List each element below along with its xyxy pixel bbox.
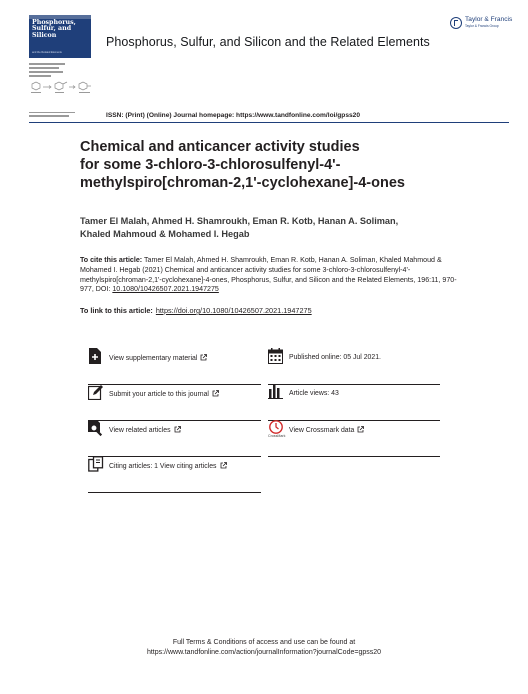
cover-metadata-lines <box>29 63 69 79</box>
taylor-francis-logo-icon <box>450 17 462 29</box>
view-crossmark-data-link[interactable]: CrossMark View Crossmark data <box>268 420 440 457</box>
submit-article-link[interactable]: Submit your article to this journal <box>88 384 261 421</box>
pencil-icon <box>88 384 103 400</box>
publisher-group: Taylor & Francis Group <box>465 24 499 28</box>
supplementary-material-link[interactable]: View supplementary material <box>88 348 261 385</box>
external-link-icon <box>220 462 227 469</box>
footer-terms-text: Full Terms & Conditions of access and use can be found at <box>172 639 356 646</box>
crossmark-icon <box>268 420 286 438</box>
external-link-icon <box>174 426 181 433</box>
publisher-logo[interactable] <box>450 16 516 32</box>
citation-text: Tamer El Malah, Ahmed H. Shamroukh, Eman R. Kotb, Hanan A. Soliman, Khaled Mahmoud & Mohamed I. Hegab (2021) Chemical and anticancer activity studies for some 3-chloro-3-chlorosulfenyl-4'-methylspiro[chroman-2,1'-cyclohexane]-4-ones, Phosphorus, Sulfur, and Silicon and the Related Elements, 196:11, 970-977, DOI: <box>80 256 457 294</box>
terms-footer <box>0 638 528 658</box>
link-label: To link to this article: <box>80 306 153 315</box>
article-authors: Tamer El Malah, Ahmed H. Shamroukh, Eman R. Kotb, Hanan A. Soliman, Khaled Mahmoud & Mohamed I. Hegab <box>80 216 399 239</box>
external-link-icon <box>200 354 207 361</box>
view-related-articles-link[interactable]: View related articles <box>88 420 261 457</box>
cover-subtitle: and the Related Elements <box>32 51 62 54</box>
journal-cover-thumbnail <box>29 15 91 58</box>
calendar-icon <box>268 348 283 364</box>
reaction-scheme-thumbnail <box>29 80 93 96</box>
external-link-icon <box>357 426 364 433</box>
citation-doi-link[interactable]: 10.1080/10426507.2021.1947275 <box>112 285 219 294</box>
article-title: Chemical and anticancer activity studies for some 3-chloro-3-chlorosulfenyl-4'- methylspiro[chroman-2,1'-cyclohexane]-4-ones <box>80 139 405 191</box>
footer-terms-url[interactable]: https://www.tandfonline.com/action/journalInformation?journalCode=gpss20 <box>146 649 382 656</box>
header-divider <box>29 122 509 123</box>
article-link-block <box>80 306 312 315</box>
citing-icon <box>88 456 104 472</box>
published-online-date: Published online: 05 Jul 2021. <box>268 348 440 385</box>
article-views-count: Article views: 43 <box>268 384 440 421</box>
external-link-icon <box>212 390 219 397</box>
magnifier-doc-icon <box>88 420 103 437</box>
crossmark-logo-text: CrossMark <box>268 434 286 438</box>
citation-block <box>80 256 460 295</box>
issn-small-print <box>29 112 77 119</box>
bar-chart-icon <box>268 384 283 399</box>
publisher-name: Taylor & Francis <box>465 16 513 23</box>
journal-title: Phosphorus, Sulfur, and Silicon and the Related Elements <box>106 35 430 49</box>
citing-articles-link[interactable]: Citing articles: 1 View citing articles <box>88 456 261 493</box>
cover-title: Phosphorus, Sulfur, and Silicon <box>32 19 76 39</box>
citation-label: To cite this article: <box>80 256 143 264</box>
issn-journal-homepage[interactable]: ISSN: (Print) (Online) Journal homepage: https://www.tandfonline.com/loi/gpss20 <box>106 112 360 119</box>
doc-plus-icon <box>88 348 102 364</box>
article-doi-url[interactable]: https://doi.org/10.1080/10426507.2021.1947275 <box>155 306 312 315</box>
